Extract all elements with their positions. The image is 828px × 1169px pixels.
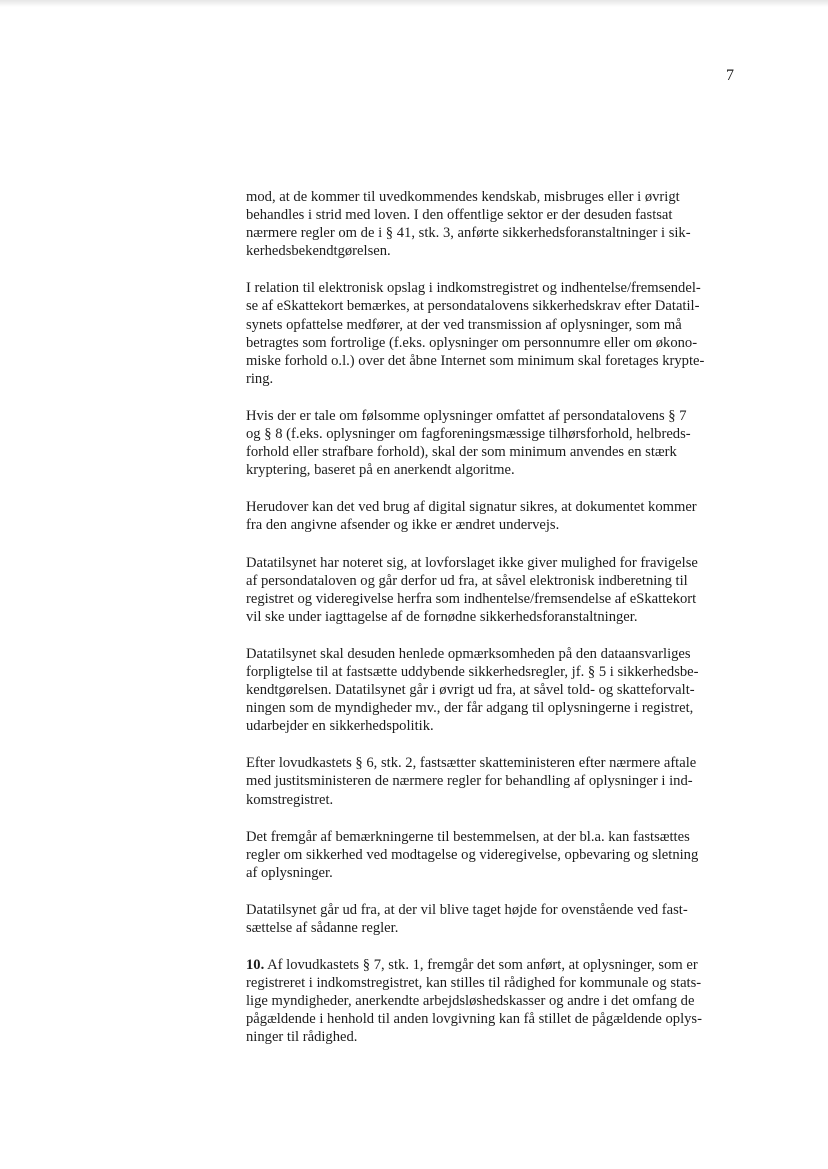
page-top-edge xyxy=(0,0,828,7)
text-line: forhold eller strafbare forhold), skal der som minimum anvendes en stærk xyxy=(246,444,677,461)
text-line: Efter lovudkastets § 6, stk. 2, fastsætter skatteministeren efter nærmere aftale xyxy=(246,755,697,772)
text-line: kerhedsbekendtgørelsen. xyxy=(246,243,391,260)
text-line: af persondataloven og går derfor ud fra, at såvel elektronisk indberetning til xyxy=(246,572,688,589)
text-line: I relation til elektronisk opslag i indkomstregistret og indhentelse/fremsendel- xyxy=(246,280,701,297)
text-line: registret og videregivelse herfra som indhentelse/fremsendelse af eSkattekort xyxy=(246,590,697,607)
paragraph-3 xyxy=(246,407,748,479)
text-line: Af lovudkastets § 7, stk. 1, fremgår det som anført, at oplysninger, som er xyxy=(264,957,698,974)
paragraph-5 xyxy=(246,554,748,626)
text-line: ningen som de myndigheder mv., der får adgang til oplysningerne i registret, xyxy=(246,700,694,717)
text-line: registreret i indkomstregistret, kan stilles til rådighed for kommunale og stats- xyxy=(246,975,702,992)
text-line: Datatilsynet skal desuden henlede opmærksomheden på den dataansvarliges xyxy=(246,645,691,662)
text-line: regler om sikkerhed ved modtagelse og videregivelse, opbevaring og sletning xyxy=(246,846,699,863)
text-line: kendtgørelsen. Datatilsynet går i øvrigt ud fra, at såvel told- og skatteforvalt- xyxy=(246,682,695,699)
paragraph-6 xyxy=(246,645,748,735)
text-line: Datatilsynet går ud fra, at der vil blive taget højde for ovenstående ved fast- xyxy=(246,901,688,918)
page-number: 7 xyxy=(726,67,734,84)
text-line: Det fremgår af bemærkningerne til bestemmelsen, at der bl.a. kan fastsættes xyxy=(246,828,690,845)
text-line: fra den angivne afsender og ikke er ændret undervejs. xyxy=(246,517,560,534)
paragraph-1 xyxy=(246,188,748,260)
text-line: udarbejder en sikkerhedspolitik. xyxy=(246,718,434,735)
text-line: af oplysninger. xyxy=(246,864,333,881)
text-line: Herudover kan det ved brug af digital signatur sikres, at dokumentet kommer xyxy=(246,499,697,516)
text-line: komstregistret. xyxy=(246,791,334,808)
text-line: synets opfattelse medfører, at der ved transmission af oplysninger, som må xyxy=(246,316,682,333)
text-line: med justitsministeren de nærmere regler for behandling af oplysninger i ind- xyxy=(246,773,693,790)
paragraph-2 xyxy=(246,279,748,388)
text-line: pågældende i henhold til anden lovgivning kan få stillet de pågældende oplys- xyxy=(246,1011,702,1028)
text-line: ninger til rådighed. xyxy=(246,1029,358,1046)
text-line: behandles i strid med loven. I den offentlige sektor er der desuden fastsat xyxy=(246,207,673,224)
numbered-paragraph-10 xyxy=(246,956,748,1046)
paragraph-7 xyxy=(246,754,748,808)
text-line: kryptering, baseret på en anerkendt algoritme. xyxy=(246,462,515,479)
document-body xyxy=(246,188,748,1066)
paragraph-9 xyxy=(246,901,748,937)
text-line: ring. xyxy=(246,370,274,387)
text-line: se af eSkattekort bemærkes, at persondatalovens sikkerhedskrav efter Datatil- xyxy=(246,298,700,315)
text-line: mod, at de kommer til uvedkommendes kendskab, misbruges eller i øvrigt xyxy=(246,189,680,205)
paragraph-8 xyxy=(246,828,748,882)
text-line: sættelse af sådanne regler. xyxy=(246,920,399,936)
text-line: og § 8 (f.eks. oplysninger om fagforeningsmæssige tilhørsforhold, helbreds- xyxy=(246,426,691,443)
text-line: miske forhold o.l.) over det åbne Internet som minimum skal foretages krypte- xyxy=(246,352,705,369)
text-line: lige myndigheder, anerkendte arbejdsløshedskasser og andre i det omfang de xyxy=(246,993,695,1010)
text-line: vil ske under iagttagelse af de fornødne sikkerhedsforanstaltninger. xyxy=(246,608,638,625)
text-line: Datatilsynet har noteret sig, at lovforslaget ikke giver mulighed for fravigelse xyxy=(246,554,698,571)
paragraph-number: 10. xyxy=(246,957,265,974)
text-line: Hvis der er tale om følsomme oplysninger omfattet af persondatalovens § 7 xyxy=(246,407,687,424)
text-line: betragtes som fortrolige (f.eks. oplysninger om personnumre eller om økono- xyxy=(246,334,698,351)
text-line: forpligtelse til at fastsætte uddybende sikkerhedsregler, jf. § 5 i sikkerhedsbe- xyxy=(246,663,699,680)
text-line: nærmere regler om de i § 41, stk. 3, anførte sikkerhedsforanstaltninger i sik- xyxy=(246,225,691,242)
paragraph-4 xyxy=(246,498,748,534)
